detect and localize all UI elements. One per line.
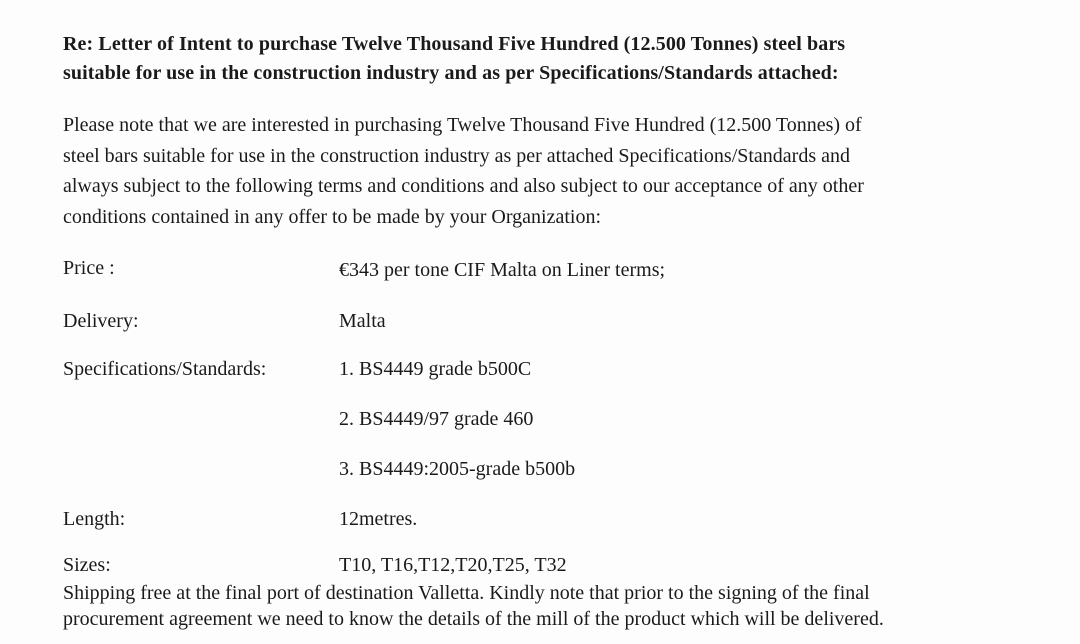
sizes-value: T10, T16,T12,T20,T25, T32 — [339, 554, 567, 576]
spec-item-3: 3. BS4449:2005-grade b500b — [339, 458, 576, 480]
specifications-label: Specifications/Standards: — [63, 358, 267, 380]
shipping-note-paragraph — [63, 580, 1023, 632]
heading-line-1: Re: Letter of Intent to purchase Twelve Thousand Five Hundred (12.500 Tonnes) steel bars — [63, 33, 846, 55]
intro-paragraph — [63, 110, 1023, 232]
intro-line-3: always subject to the following terms and conditions and also subject to our acceptance of any other — [63, 175, 864, 197]
intro-line-1: Please note that we are interested in purchasing Twelve Thousand Five Hundred (12.500 Tonnes) of — [63, 114, 862, 136]
delivery-value: Malta — [339, 310, 386, 332]
sizes-label: Sizes: — [63, 554, 111, 576]
length-value: 12metres. — [339, 508, 418, 530]
footer-line-1: Shipping free at the final port of destination Valletta. Kindly note that prior to the signing of the final — [63, 582, 870, 604]
heading-line-2: suitable for use in the construction industry and as per Specifications/Standards attached: — [63, 62, 839, 84]
price-value: €343 per tone CIF Malta on Liner terms; — [339, 259, 666, 281]
intro-line-2: steel bars suitable for use in the construction industry as per attached Specifications/Standards and — [63, 144, 851, 167]
intro-line-4: conditions contained in any offer to be made by your Organization: — [63, 205, 602, 228]
letter-subject-heading — [63, 30, 1023, 88]
footer-line-2: procurement agreement we need to know the details of the mill of the product which will be delivered. — [63, 608, 884, 630]
spec-item-2: 2. BS4449/97 grade 460 — [339, 408, 534, 430]
delivery-label: Delivery: — [63, 310, 139, 332]
price-label: Price : — [63, 257, 115, 279]
length-label: Length: — [63, 508, 126, 530]
spec-item-1: 1. BS4449 grade b500C — [339, 358, 532, 380]
